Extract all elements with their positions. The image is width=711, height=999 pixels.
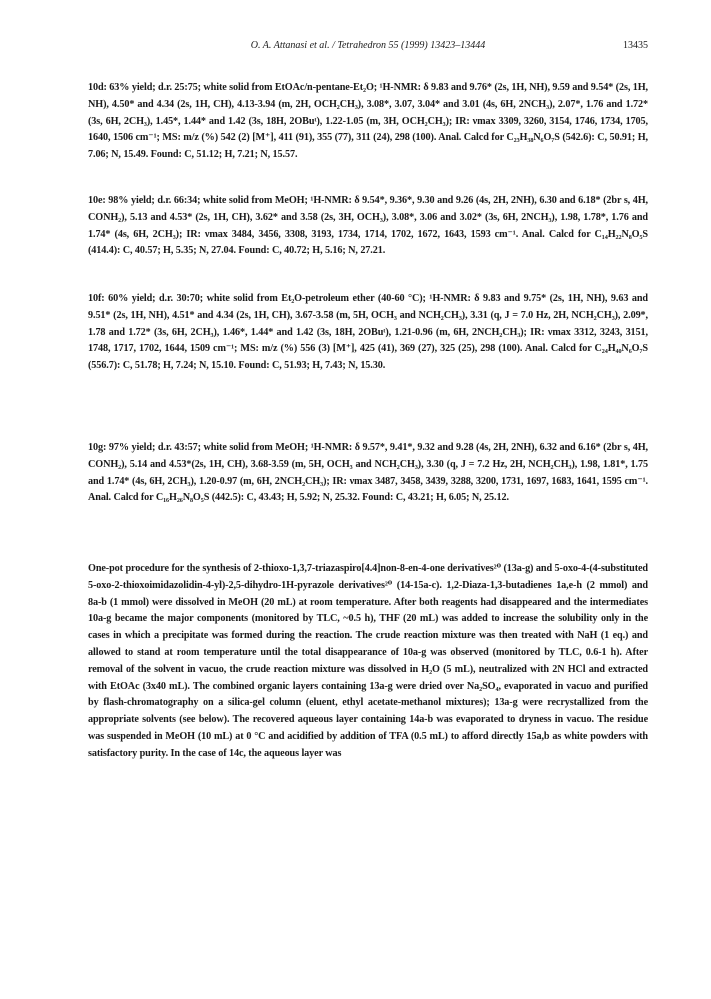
compound-data: 97% yield; d.r. 43:57; white solid from MeOH; ¹H-NMR: δ 9.57*, 9.41*, 9.32 and 9.28 (4s, 2H, 2NH), 6.32 and 6.16* (2br s, 4H, CONH₂), 5.14 and 4.53*(2s, 1H, CH), 3.68-3.59 (m, 5H, OCH₃ and NCH₂CH₃), 3.30 (q, J = 7.2 Hz, 2H, NCH₂CH₃), 1.98, 1.81*, 1.75 and 1.74* (4s, 6H, 2CH₃), 1.20-0.97 (m, 6H, 2NCH₂CH₃); IR: νmax 3487, 3458, 3439, 3288, 3200, 1731, 1697, 1683, 1641, 1595 cm⁻¹. Anal. Calcd for C₁₆H₂₆N₈O₅S (442.5): C, 43.43; H, 5.92; N, 25.32. Found: C, 43.21; H, 6.05; N, 25.12. <box>88 442 648 504</box>
compound-label: 10e: <box>88 195 106 206</box>
procedure-title: One-pot procedure for the synthesis of 2-thioxo-1,3,7-triazaspiro[4.4]non-8-en-4-one derivatives²⁰ (13a-g) and 5-oxo-4-(4-substituted 5-oxo-2-thioxoimidazolidin-4-yl)-2,5-dihydro-1H-pyrazole derivatives²⁰ (14-15a-c). <box>88 563 648 591</box>
compound-label: 10g: <box>88 442 107 453</box>
procedure-paragraph <box>88 561 648 763</box>
page-number: 13435 <box>623 40 648 51</box>
compound-data: 63% yield; d.r. 25:75; white solid from EtOAc/n-pentane-Et₂O; ¹H-NMR: δ 9.83 and 9.76* (2s, 1H, NH), 9.59 and 9.54* (2s, 1H, NH), 4.50* and 4.34 (2s, 1H, CH), 4.13-3.94 (m, 2H, OCH₂CH₃), 3.08*, 3.07, 3.04* and 3.01 (4s, 6H, 2NCH₃), 2.07*, 1.76 and 1.72* (3s, 6H, 2CH₃), 1.45*, 1.44* and 1.42 (3s, 18H, 2OBuᵗ), 1.22-1.05 (m, 3H, OCH₂CH₃); IR: νmax 3309, 3260, 3154, 1746, 1734, 1705, 1640, 1506 cm⁻¹; MS: m/z (%) 542 (2) [M⁺], 411 (91), 355 (77), 311 (24), 298 (100). Anal. Calcd for C₂₃H₃₈N₆O₇S (542.6): C, 50.91; H, 7.06; N, 15.49. Found: C, 51.12; H, 7.21; N, 15.57. <box>88 82 648 161</box>
running-header <box>88 40 648 56</box>
journal-citation: O. A. Attanasi et al. / Tetrahedron 55 (1999) 13423–13444 <box>250 40 486 51</box>
compound-label: 10f: <box>88 293 105 304</box>
compound-entry-10e <box>88 193 648 260</box>
compound-entry-10f <box>88 291 648 375</box>
compound-data: 60% yield; d.r. 30:70; white solid from Et₂O-petroleum ether (40-60 °C); ¹H-NMR: δ 9.83 and 9.75* (2s, 1H, NH), 9.63 and 9.51* (2s, 1H, NH), 4.51* and 4.34 (2s, 1H, CH), 3.67-3.58 (m, 5H, OCH₃ and NCH₂CH₃), 3.31 (q, J = 7.0 Hz, 2H, NCH₂CH₃), 2.09*, 1.78 and 1.72* (3s, 6H, 2CH₃), 1.46*, 1.44* and 1.42 (3s, 18H, 2OBuᵗ), 1.21-0.96 (m, 6H, 2NCH₂CH₃); IR: νmax 3312, 3243, 3151, 1748, 1717, 1702, 1644, 1509 cm⁻¹; MS: m/z (%) 556 (3) [M⁺], 425 (41), 369 (27), 325 (25), 298 (100). Anal. Calcd for C₂₄H₄₀N₆O₇S (556.7): C, 51.78; H, 7.24; N, 15.10. Found: C, 51.93; H, 7.43; N, 15.30. <box>88 293 648 372</box>
compound-label: 10d: <box>88 82 107 93</box>
compound-entry-10d <box>88 80 648 164</box>
procedure-text: 1,2-Diaza-1,3-butadienes 1a,e-h (2 mmol) and 8a-b (1 mmol) were dissolved in MeOH (20 mL) at room temperature. After both reagents had disappeared and the intermediates 10a-g became the major components (monitored by TLC, ~0.5 h), THF (20 mL) was added to increase the solubility only in the cases in which a precipitate was formed during the reaction. The crude reaction mixture was then treated with NaH (1 eq.) and allowed to stand at room temperature until the total disappearance of 10a-g was observed (monitored by TLC, 0.6-1 h). After removal of the solvent in vacuo, the crude reaction mixture was dissolved in H₂O (5 mL), neutralized with 2N HCl and extracted with EtOAc (3x40 mL). The combined organic layers containing 13a-g were dried over Na₂SO₄, evaporated in vacuo and purified by flash-chromatography on a silica-gel column (eluent, ethyl acetate-methanol mixtures); 13a-g were recrystallized from the appropriate solvents (see below). The recovered aqueous layer containing 14a-b was evaporated to dryness in vacuo. The residue was suspended in MeOH (10 mL) at 0 °C and acidified by addition of TFA (0.5 mL) to afford directly 15a,b as white powders with satisfactory purity. In the case of 14c, the aqueous layer was <box>88 579 648 759</box>
compound-entry-10g <box>88 440 648 507</box>
compound-data: 98% yield; d.r. 66:34; white solid from MeOH; ¹H-NMR: δ 9.54*, 9.36*, 9.30 and 9.26 (4s, 2H, 2NH), 6.30 and 6.18* (2br s, 4H, CONH₂), 5.13 and 4.53* (2s, 1H, CH), 3.62* and 3.58 (2s, 3H, OCH₃), 3.08*, 3.06 and 3.02* (3s, 6H, 2NCH₃), 1.98, 1.78*, 1.76 and 1.74* (4s, 6H, 2CH₃); IR: νmax 3484, 3456, 3308, 3193, 1734, 1714, 1702, 1672, 1643, 1593 cm⁻¹. Anal. Calcd for C₁₄H₂₂N₈O₅S (414.4): C, 40.57; H, 5.35; N, 27.04. Found: C, 40.72; H, 5.16; N, 27.21. <box>88 195 648 257</box>
